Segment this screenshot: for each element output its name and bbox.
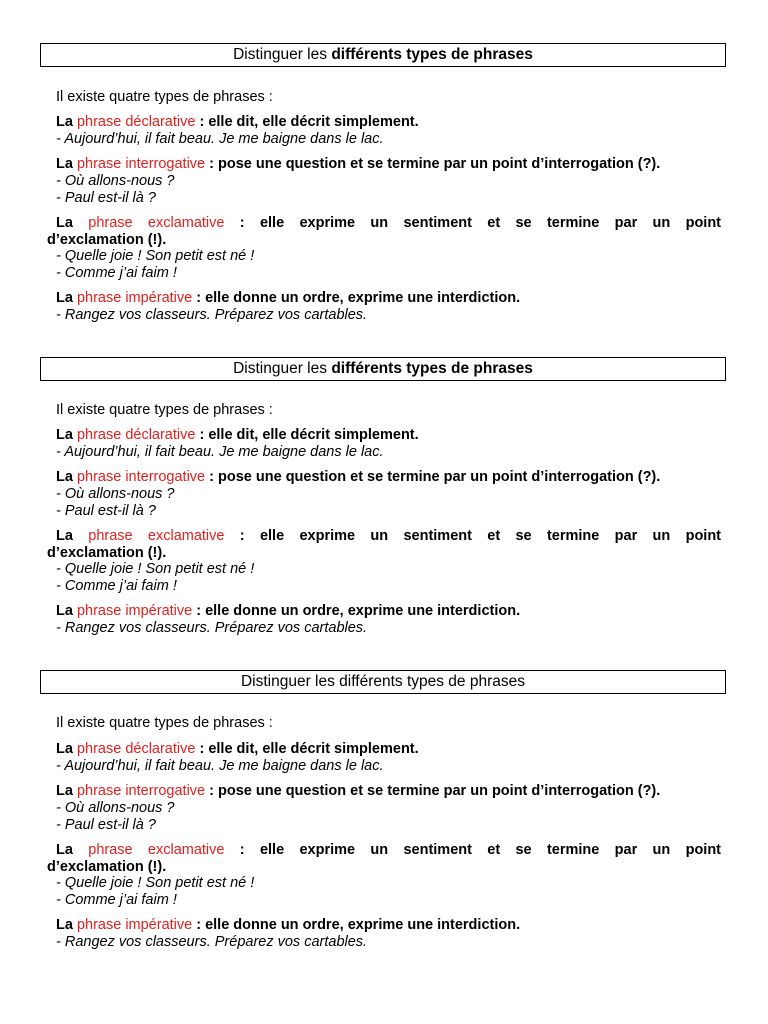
la-label: La — [56, 156, 77, 172]
exclamative-definition — [56, 215, 721, 231]
exclamative-term: phrase exclamative — [88, 528, 225, 544]
interrogative-rest: : pose une question et se termine par un point d’interrogation (?). — [205, 156, 661, 172]
imperative-rest: : elle donne un ordre, exprime une interdiction. — [192, 290, 521, 306]
interrogative-example: - Où allons-nous ? — [56, 800, 175, 816]
declarative-rest: : elle dit, elle décrit simplement. — [195, 427, 419, 443]
declarative-definition — [56, 427, 419, 443]
declarative-term: phrase déclarative — [76, 427, 196, 443]
interrogative-example: - Où allons-nous ? — [56, 173, 175, 189]
exclamative-definition — [56, 528, 721, 544]
interrogative-term: phrase interrogative — [76, 783, 206, 799]
declarative-term: phrase déclarative — [76, 741, 196, 757]
interrogative-rest: : pose une question et se termine par un point d’interrogation (?). — [205, 469, 661, 485]
exclamative-example: - Quelle joie ! Son petit est né ! — [56, 248, 255, 264]
exclamative-rest: : elle exprime un sentiment et se termine par un point — [224, 842, 722, 858]
imperative-example: - Rangez vos classeurs. Préparez vos cartables. — [56, 620, 368, 636]
imperative-definition — [56, 917, 520, 933]
exclamative-continuation: d’exclamation (!). — [47, 859, 167, 875]
la-label: La — [56, 741, 77, 757]
la-label: La — [56, 427, 77, 443]
exclamative-term: phrase exclamative — [88, 842, 225, 858]
declarative-example: - Aujourd’hui, il fait beau. Je me baigne dans le lac. — [56, 444, 384, 460]
exclamative-continuation: d’exclamation (!). — [47, 232, 167, 248]
title-text: Distinguer les différents types de phrases — [240, 673, 526, 690]
intro-text: Il existe quatre types de phrases : — [56, 402, 273, 418]
exclamative-example: - Comme j’ai faim ! — [56, 892, 177, 908]
imperative-example: - Rangez vos classeurs. Préparez vos cartables. — [56, 934, 368, 950]
imperative-rest: : elle donne un ordre, exprime une interdiction. — [192, 917, 521, 933]
declarative-rest: : elle dit, elle décrit simplement. — [195, 114, 419, 130]
declarative-rest: : elle dit, elle décrit simplement. — [195, 741, 419, 757]
la-label: La — [56, 783, 77, 799]
intro-text: Il existe quatre types de phrases : — [56, 89, 273, 105]
interrogative-definition — [56, 156, 660, 172]
title-bold-text: différents types de phrases — [331, 360, 533, 377]
interrogative-example: - Paul est-il là ? — [56, 817, 156, 833]
intro-text: Il existe quatre types de phrases : — [56, 715, 273, 731]
declarative-definition — [56, 114, 419, 130]
title-text: Distinguer les — [233, 360, 327, 377]
la-label: La — [56, 842, 89, 858]
interrogative-term: phrase interrogative — [76, 156, 206, 172]
la-label: La — [56, 528, 89, 544]
declarative-example: - Aujourd’hui, il fait beau. Je me baigne dans le lac. — [56, 131, 384, 147]
block-title — [40, 357, 726, 381]
exclamative-definition — [56, 842, 721, 858]
interrogative-term: phrase interrogative — [76, 469, 206, 485]
declarative-term: phrase déclarative — [76, 114, 196, 130]
exclamative-example: - Quelle joie ! Son petit est né ! — [56, 875, 255, 891]
declarative-definition — [56, 741, 419, 757]
la-label: La — [56, 114, 77, 130]
imperative-definition — [56, 603, 520, 619]
interrogative-example: - Paul est-il là ? — [56, 503, 156, 519]
interrogative-definition — [56, 469, 660, 485]
exclamative-rest: : elle exprime un sentiment et se termine par un point — [224, 528, 722, 544]
exclamative-example: - Comme j’ai faim ! — [56, 578, 177, 594]
interrogative-example: - Paul est-il là ? — [56, 190, 156, 206]
block-title — [40, 43, 726, 67]
imperative-rest: : elle donne un ordre, exprime une interdiction. — [192, 603, 521, 619]
interrogative-example: - Où allons-nous ? — [56, 486, 175, 502]
interrogative-definition — [56, 783, 660, 799]
la-label: La — [56, 469, 77, 485]
exclamative-example: - Quelle joie ! Son petit est né ! — [56, 561, 255, 577]
exclamative-term: phrase exclamative — [88, 215, 225, 231]
la-label: La — [56, 215, 89, 231]
imperative-term: phrase impérative — [76, 917, 193, 933]
title-bold-text: différents types de phrases — [331, 46, 533, 63]
imperative-example: - Rangez vos classeurs. Préparez vos cartables. — [56, 307, 368, 323]
declarative-example: - Aujourd’hui, il fait beau. Je me baigne dans le lac. — [56, 758, 384, 774]
la-label: La — [56, 603, 77, 619]
exclamative-example: - Comme j’ai faim ! — [56, 265, 177, 281]
imperative-term: phrase impérative — [76, 290, 193, 306]
exclamative-continuation: d’exclamation (!). — [47, 545, 167, 561]
la-label: La — [56, 917, 77, 933]
imperative-definition — [56, 290, 520, 306]
interrogative-rest: : pose une question et se termine par un point d’interrogation (?). — [205, 783, 661, 799]
block-title — [40, 670, 726, 694]
title-text: Distinguer les — [233, 46, 327, 63]
la-label: La — [56, 290, 77, 306]
exclamative-rest: : elle exprime un sentiment et se termine par un point — [224, 215, 722, 231]
imperative-term: phrase impérative — [76, 603, 193, 619]
